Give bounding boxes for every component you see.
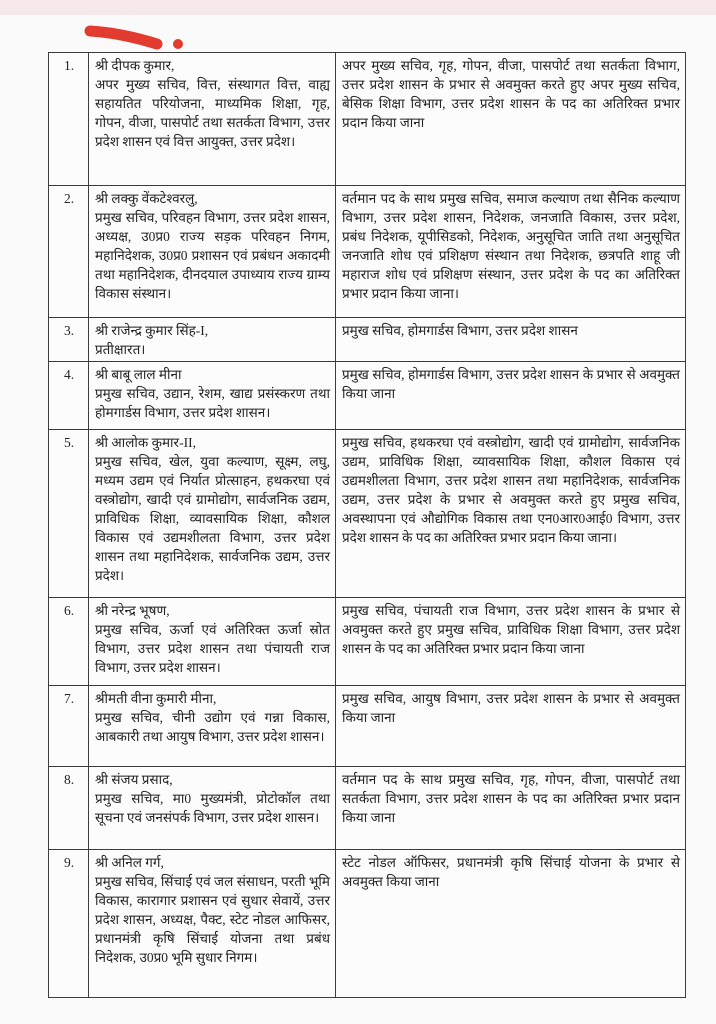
- order-text: वर्तमान पद के साथ प्रमुख सचिव, समाज कल्याण तथा सैनिक कल्याण विभाग, उत्तर प्रदेश शासन, निदेशक, जनजाति विकास, उत्तर प्रदेश, प्रबंध निदेशक, यूपीसिडको, निदेशक, अनुसूचित जाति तथा अनुसूचित जनजाति शोध एवं प्रशिक्षण संस्थान तथा निदेशक, छत्रपति शाहू जी महाराज शोध एवं प्रशिक्षण संस्थान, उत्तर प्रदेश के पद का अतिरिक्त प्रभार प्रदान किया जाना।: [342, 191, 680, 301]
- order-cell: [336, 362, 686, 430]
- order-cell: [336, 318, 686, 362]
- order-text: स्टेट नोडल ऑफिसर, प्रधानमंत्री कृषि सिंचाई योजना के प्रभार से अवमुक्त किया जाना: [342, 855, 680, 889]
- officer-cell: [89, 186, 336, 318]
- row-number: 4.: [49, 362, 89, 430]
- officer-name: श्री लक्कु वेंकटेश्वरलु,: [95, 191, 198, 206]
- officer-name: श्री नरेन्द्र भूषण,: [95, 603, 170, 618]
- order-cell: [336, 767, 686, 850]
- officer-cell: [89, 598, 336, 686]
- officer-cell: [89, 686, 336, 767]
- order-text: प्रमुख सचिव, पंचायती राज विभाग, उत्तर प्रदेश शासन के प्रभार से अवमुक्त करते हुए प्रमुख सचिव, प्राविधिक शिक्षा विभाग, उत्तर प्रदेश शासन के पद का अतिरिक्त प्रभार प्रदान किया जाना: [342, 603, 680, 656]
- row-number: 7.: [49, 686, 89, 767]
- table-row: [49, 362, 686, 430]
- officer-designation: प्रतीक्षारत।: [95, 342, 146, 357]
- table-row: [49, 53, 686, 186]
- officer-name: श्री संजय प्रसाद,: [95, 772, 173, 787]
- officer-cell: [89, 430, 336, 598]
- row-number: 3.: [49, 318, 89, 362]
- order-cell: [336, 850, 686, 998]
- scan-top-tint-band: [0, 0, 716, 15]
- officer-cell: [89, 850, 336, 998]
- table-row: [49, 318, 686, 362]
- officer-designation: प्रमुख सचिव, मा0 मुख्यमंत्री, प्रोटोकॉल तथा सूचना एवं जनसंपर्क विभाग, उत्तर प्रदेश शासन।: [95, 791, 330, 825]
- order-text: प्रमुख सचिव, हथकरघा एवं वस्त्रोद्योग, खादी एवं ग्रामोद्योग, सार्वजनिक उद्यम, प्राविधिक शिक्षा, व्यावसायिक शिक्षा, कौशल विकास एवं उद्यमशीलता विभाग, उत्तर प्रदेश शासन तथा महानिदेशक, सार्वजनिक उद्यम, उत्तर प्रदेश के प्रभार से अवमुक्त करते हुए प्रमुख सचिव, अवस्थापना एवं औद्योगिक विकास तथा एन0आर0आई0 विभाग, उत्तर प्रदेश शासन के पद का अतिरिक्त प्रभार प्रदान किया जाना।: [342, 435, 680, 545]
- order-cell: [336, 186, 686, 318]
- order-cell: [336, 430, 686, 598]
- officer-designation: प्रमुख सचिव, सिंचाई एवं जल संसाधन, परती भूमि विकास, कारागार प्रशासन एवं सुधार सेवायें, उत्तर प्रदेश शासन, अध्यक्ष, पैक्ट, स्टेट नोडल आफिसर, प्रधानमंत्री कृषि सिंचाई योजना तथा प्रबंध निदेशक, उ0प्र0 भूमि सुधार निगम।: [95, 874, 330, 965]
- officer-designation: प्रमुख सचिव, उद्यान, रेशम, खाद्य प्रसंस्करण तथा होमगार्डस विभाग, उत्तर प्रदेश शासन।: [95, 386, 330, 420]
- officer-name: श्री दीपक कुमार,: [95, 58, 175, 73]
- row-number: 8.: [49, 767, 89, 850]
- order-cell: [336, 53, 686, 186]
- table-row: [49, 186, 686, 318]
- officer-name: श्री बाबू लाल मीना: [95, 367, 182, 382]
- officer-name: श्री अनिल गर्ग,: [95, 855, 164, 870]
- officer-designation: प्रमुख सचिव, चीनी उद्योग एवं गन्ना विकास, आबकारी तथा आयुष विभाग, उत्तर प्रदेश शासन।: [95, 710, 330, 744]
- table-row: [49, 430, 686, 598]
- row-number: 1.: [49, 53, 89, 186]
- row-number: 9.: [49, 850, 89, 998]
- table-row: [49, 598, 686, 686]
- officer-cell: [89, 362, 336, 430]
- table-row: [49, 767, 686, 850]
- order-text: प्रमुख सचिव, होमगार्डस विभाग, उत्तर प्रदेश शासन के प्रभार से अवमुक्त किया जाना: [342, 367, 680, 401]
- officer-name: श्री राजेन्द्र कुमार सिंह-I,: [95, 323, 209, 338]
- officer-cell: [89, 767, 336, 850]
- red-pen-dot: [173, 39, 183, 49]
- table-row: [49, 686, 686, 767]
- order-cell: [336, 686, 686, 767]
- officer-name: श्री आलोक कुमार-II,: [95, 435, 196, 450]
- officer-designation: प्रमुख सचिव, ऊर्जा एवं अतिरिक्त ऊर्जा स्रोत विभाग, उत्तर प्रदेश शासन तथा पंचायती राज विभाग, उत्तर प्रदेश शासन।: [95, 622, 330, 675]
- table-row: [49, 850, 686, 998]
- row-number: 5.: [49, 430, 89, 598]
- officer-name: श्रीमती वीना कुमारी मीना,: [95, 691, 217, 706]
- row-number: 2.: [49, 186, 89, 318]
- order-text: वर्तमान पद के साथ प्रमुख सचिव, गृह, गोपन, वीजा, पासपोर्ट तथा सतर्कता विभाग, उत्तर प्रदेश शासन के पद का अतिरिक्त प्रभार प्रदान किया जाना: [342, 772, 680, 825]
- officer-designation: प्रमुख सचिव, खेल, युवा कल्याण, सूक्ष्म, लघु, मध्यम उद्यम एवं निर्यात प्रोत्साहन, हथकरघा एवं वस्त्रोद्योग, खादी एवं ग्रामोद्योग, सार्वजनिक उद्यम, प्राविधिक शिक्षा, व्यावसायिक शिक्षा, कौशल विकास एवं उद्यमशीलता विभाग, उत्तर प्रदेश शासन तथा महानिदेशक, सार्वजनिक उद्यम, उत्तर प्रदेश।: [95, 454, 330, 583]
- officer-designation: अपर मुख्य सचिव, वित्त, संस्थागत वित्त, वाह्य सहायतित परियोजना, माध्यमिक शिक्षा, गृह, गोपन, वीजा, पासपोर्ट तथा सतर्कता विभाग, उत्तर प्रदेश शासन एवं वित्त आयुक्त, उत्तर प्रदेश।: [95, 77, 330, 149]
- officer-designation: प्रमुख सचिव, परिवहन विभाग, उत्तर प्रदेश शासन, अध्यक्ष, उ0प्र0 राज्य सड़क परिवहन निगम, महानिदेशक, उ0प्र0 प्रशासन एवं प्रबंधन अकादमी तथा महानिदेशक, दीनदयाल उपाध्याय राज्य ग्राम्य विकास संस्थान।: [95, 210, 330, 301]
- officer-cell: [89, 53, 336, 186]
- row-number: 6.: [49, 598, 89, 686]
- order-text: अपर मुख्य सचिव, गृह, गोपन, वीजा, पासपोर्ट तथा सतर्कता विभाग, उत्तर प्रदेश शासन के प्रभार से अवमुक्त करते हुए अपर मुख्य सचिव, बेसिक शिक्षा विभाग, उत्तर प्रदेश शासन के पद का अतिरिक्त प्रभार प्रदान किया जाना: [342, 58, 680, 130]
- officer-cell: [89, 318, 336, 362]
- order-text: प्रमुख सचिव, होमगार्डस विभाग, उत्तर प्रदेश शासन: [342, 323, 578, 338]
- red-pen-stroke: [90, 31, 157, 44]
- order-cell: [336, 598, 686, 686]
- order-text: प्रमुख सचिव, आयुष विभाग, उत्तर प्रदेश शासन के प्रभार से अवमुक्त किया जाना: [342, 691, 680, 725]
- transfer-order-table: [48, 52, 686, 998]
